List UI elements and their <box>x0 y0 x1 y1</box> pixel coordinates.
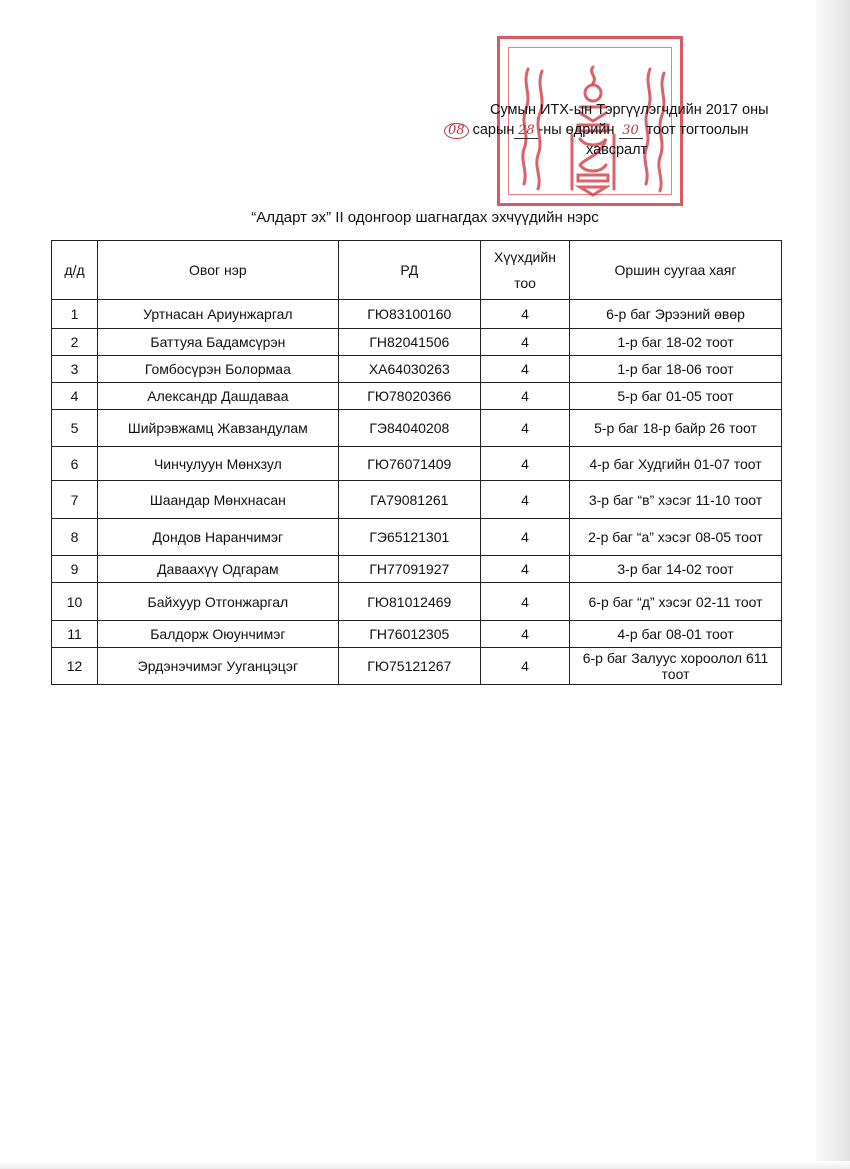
header-line1-suffix: оны <box>742 102 769 118</box>
resolution-number-handwritten: 30 <box>619 124 643 139</box>
register-number: ГЭ65121301 <box>338 519 480 556</box>
table-header-row <box>52 241 782 300</box>
table-row <box>52 648 782 685</box>
row-number: 9 <box>52 556 98 583</box>
children-count: 4 <box>480 356 569 383</box>
address: 6-р баг Эрээний өвөр <box>570 300 782 329</box>
address: 1-р баг 18-06 тоот <box>570 356 782 383</box>
address: 5-р баг 01-05 тоот <box>570 383 782 410</box>
children-count: 4 <box>480 519 569 556</box>
header-line2-suffix: тоот тогтоолын <box>646 122 749 138</box>
mother-name: Балдорж Оюунчимэг <box>98 621 339 648</box>
mother-name: Дондов Наранчимэг <box>98 519 339 556</box>
header-line-2 <box>420 120 800 140</box>
children-count: 4 <box>480 447 569 481</box>
table-row <box>52 410 782 447</box>
mother-name: Уртнасан Ариунжаргал <box>98 300 339 329</box>
register-number: ХА64030263 <box>338 356 480 383</box>
row-number: 11 <box>52 621 98 648</box>
document-title: “Алдарт эх” II одонгоор шагнагдах эхчүүдийн нэрс <box>251 209 599 226</box>
children-count: 4 <box>480 648 569 685</box>
mother-name: Баттуяа Бадамсүрэн <box>98 329 339 356</box>
row-number: 4 <box>52 383 98 410</box>
address: 4-р баг 08-01 тоот <box>570 621 782 648</box>
address: 1-р баг 18-02 тоот <box>570 329 782 356</box>
table-row <box>52 383 782 410</box>
register-number: ГН77091927 <box>338 556 480 583</box>
header-line1-prefix: Сумын ИТХ-ын Тэргүүлэгчдийн 2017 <box>490 102 738 118</box>
register-number: ГН82041506 <box>338 329 480 356</box>
table-row <box>52 621 782 648</box>
address: 2-р баг “а” хэсэг 08-05 тоот <box>570 519 782 556</box>
register-number: ГЮ75121267 <box>338 648 480 685</box>
register-number: ГЮ76071409 <box>338 447 480 481</box>
address: 6-р баг “д” хэсэг 02-11 тоот <box>570 583 782 621</box>
mother-name: Шийрэвжамц Жавзандулам <box>98 410 339 447</box>
mother-name: Эрдэнэчимэг Ууганцэцэг <box>98 648 339 685</box>
address: 5-р баг 18-р байр 26 тоот <box>570 410 782 447</box>
column-header-number: д/д <box>52 241 98 300</box>
register-number: ГЭ84040208 <box>338 410 480 447</box>
header-line2-mid2: -ны өдрийн <box>538 122 615 138</box>
header-line-3: хавсралт <box>586 142 648 158</box>
children-count: 4 <box>480 621 569 648</box>
table-row <box>52 481 782 519</box>
day-handwritten: 28 <box>514 124 538 139</box>
row-number: 7 <box>52 481 98 519</box>
header-line2-mid1: сарын <box>472 122 515 138</box>
mother-name: Гомбосүрэн Болормаа <box>98 356 339 383</box>
address: 6-р баг Залуус хороолол 611 тоот <box>570 648 782 685</box>
children-count: 4 <box>480 329 569 356</box>
register-number: ГН76012305 <box>338 621 480 648</box>
register-number: ГЮ78020366 <box>338 383 480 410</box>
row-number: 2 <box>52 329 98 356</box>
mother-name: Даваахүү Одгарам <box>98 556 339 583</box>
table-row <box>52 329 782 356</box>
table-row <box>52 519 782 556</box>
children-count: 4 <box>480 383 569 410</box>
mother-name: Шаандар Мөнхнасан <box>98 481 339 519</box>
column-header-name: Овог нэр <box>98 241 339 300</box>
month-handwritten: 08 <box>444 123 469 139</box>
mother-name: Байхуур Отгонжаргал <box>98 583 339 621</box>
mother-name: Александр Дашдаваа <box>98 383 339 410</box>
row-number: 10 <box>52 583 98 621</box>
register-number: ГЮ81012469 <box>338 583 480 621</box>
column-header-children: Хүүхдийн тоо <box>480 241 569 300</box>
row-number: 3 <box>52 356 98 383</box>
table-row <box>52 447 782 481</box>
row-number: 12 <box>52 648 98 685</box>
page-edge-shadow <box>816 0 850 1169</box>
address: 3-р баг 14-02 тоот <box>570 556 782 583</box>
children-count: 4 <box>480 556 569 583</box>
table-row <box>52 356 782 383</box>
children-count: 4 <box>480 481 569 519</box>
address: 3-р баг “в” хэсэг 11-10 тоот <box>570 481 782 519</box>
column-header-address: Оршин суугаа хаяг <box>570 241 782 300</box>
column-header-register: РД <box>338 241 480 300</box>
mother-name: Чинчулуун Мөнхзул <box>98 447 339 481</box>
address: 4-р баг Худгийн 01-07 тоот <box>570 447 782 481</box>
row-number: 5 <box>52 410 98 447</box>
register-number: ГЮ83100160 <box>338 300 480 329</box>
children-count: 4 <box>480 410 569 447</box>
mothers-table <box>51 240 782 685</box>
table-row <box>52 556 782 583</box>
row-number: 1 <box>52 300 98 329</box>
children-count: 4 <box>480 300 569 329</box>
table-row <box>52 583 782 621</box>
row-number: 8 <box>52 519 98 556</box>
children-count: 4 <box>480 583 569 621</box>
register-number: ГА79081261 <box>338 481 480 519</box>
document-header <box>420 100 800 160</box>
header-line-1 <box>420 100 800 120</box>
page-bottom-shadow <box>0 1161 850 1169</box>
table-row <box>52 300 782 329</box>
row-number: 6 <box>52 447 98 481</box>
